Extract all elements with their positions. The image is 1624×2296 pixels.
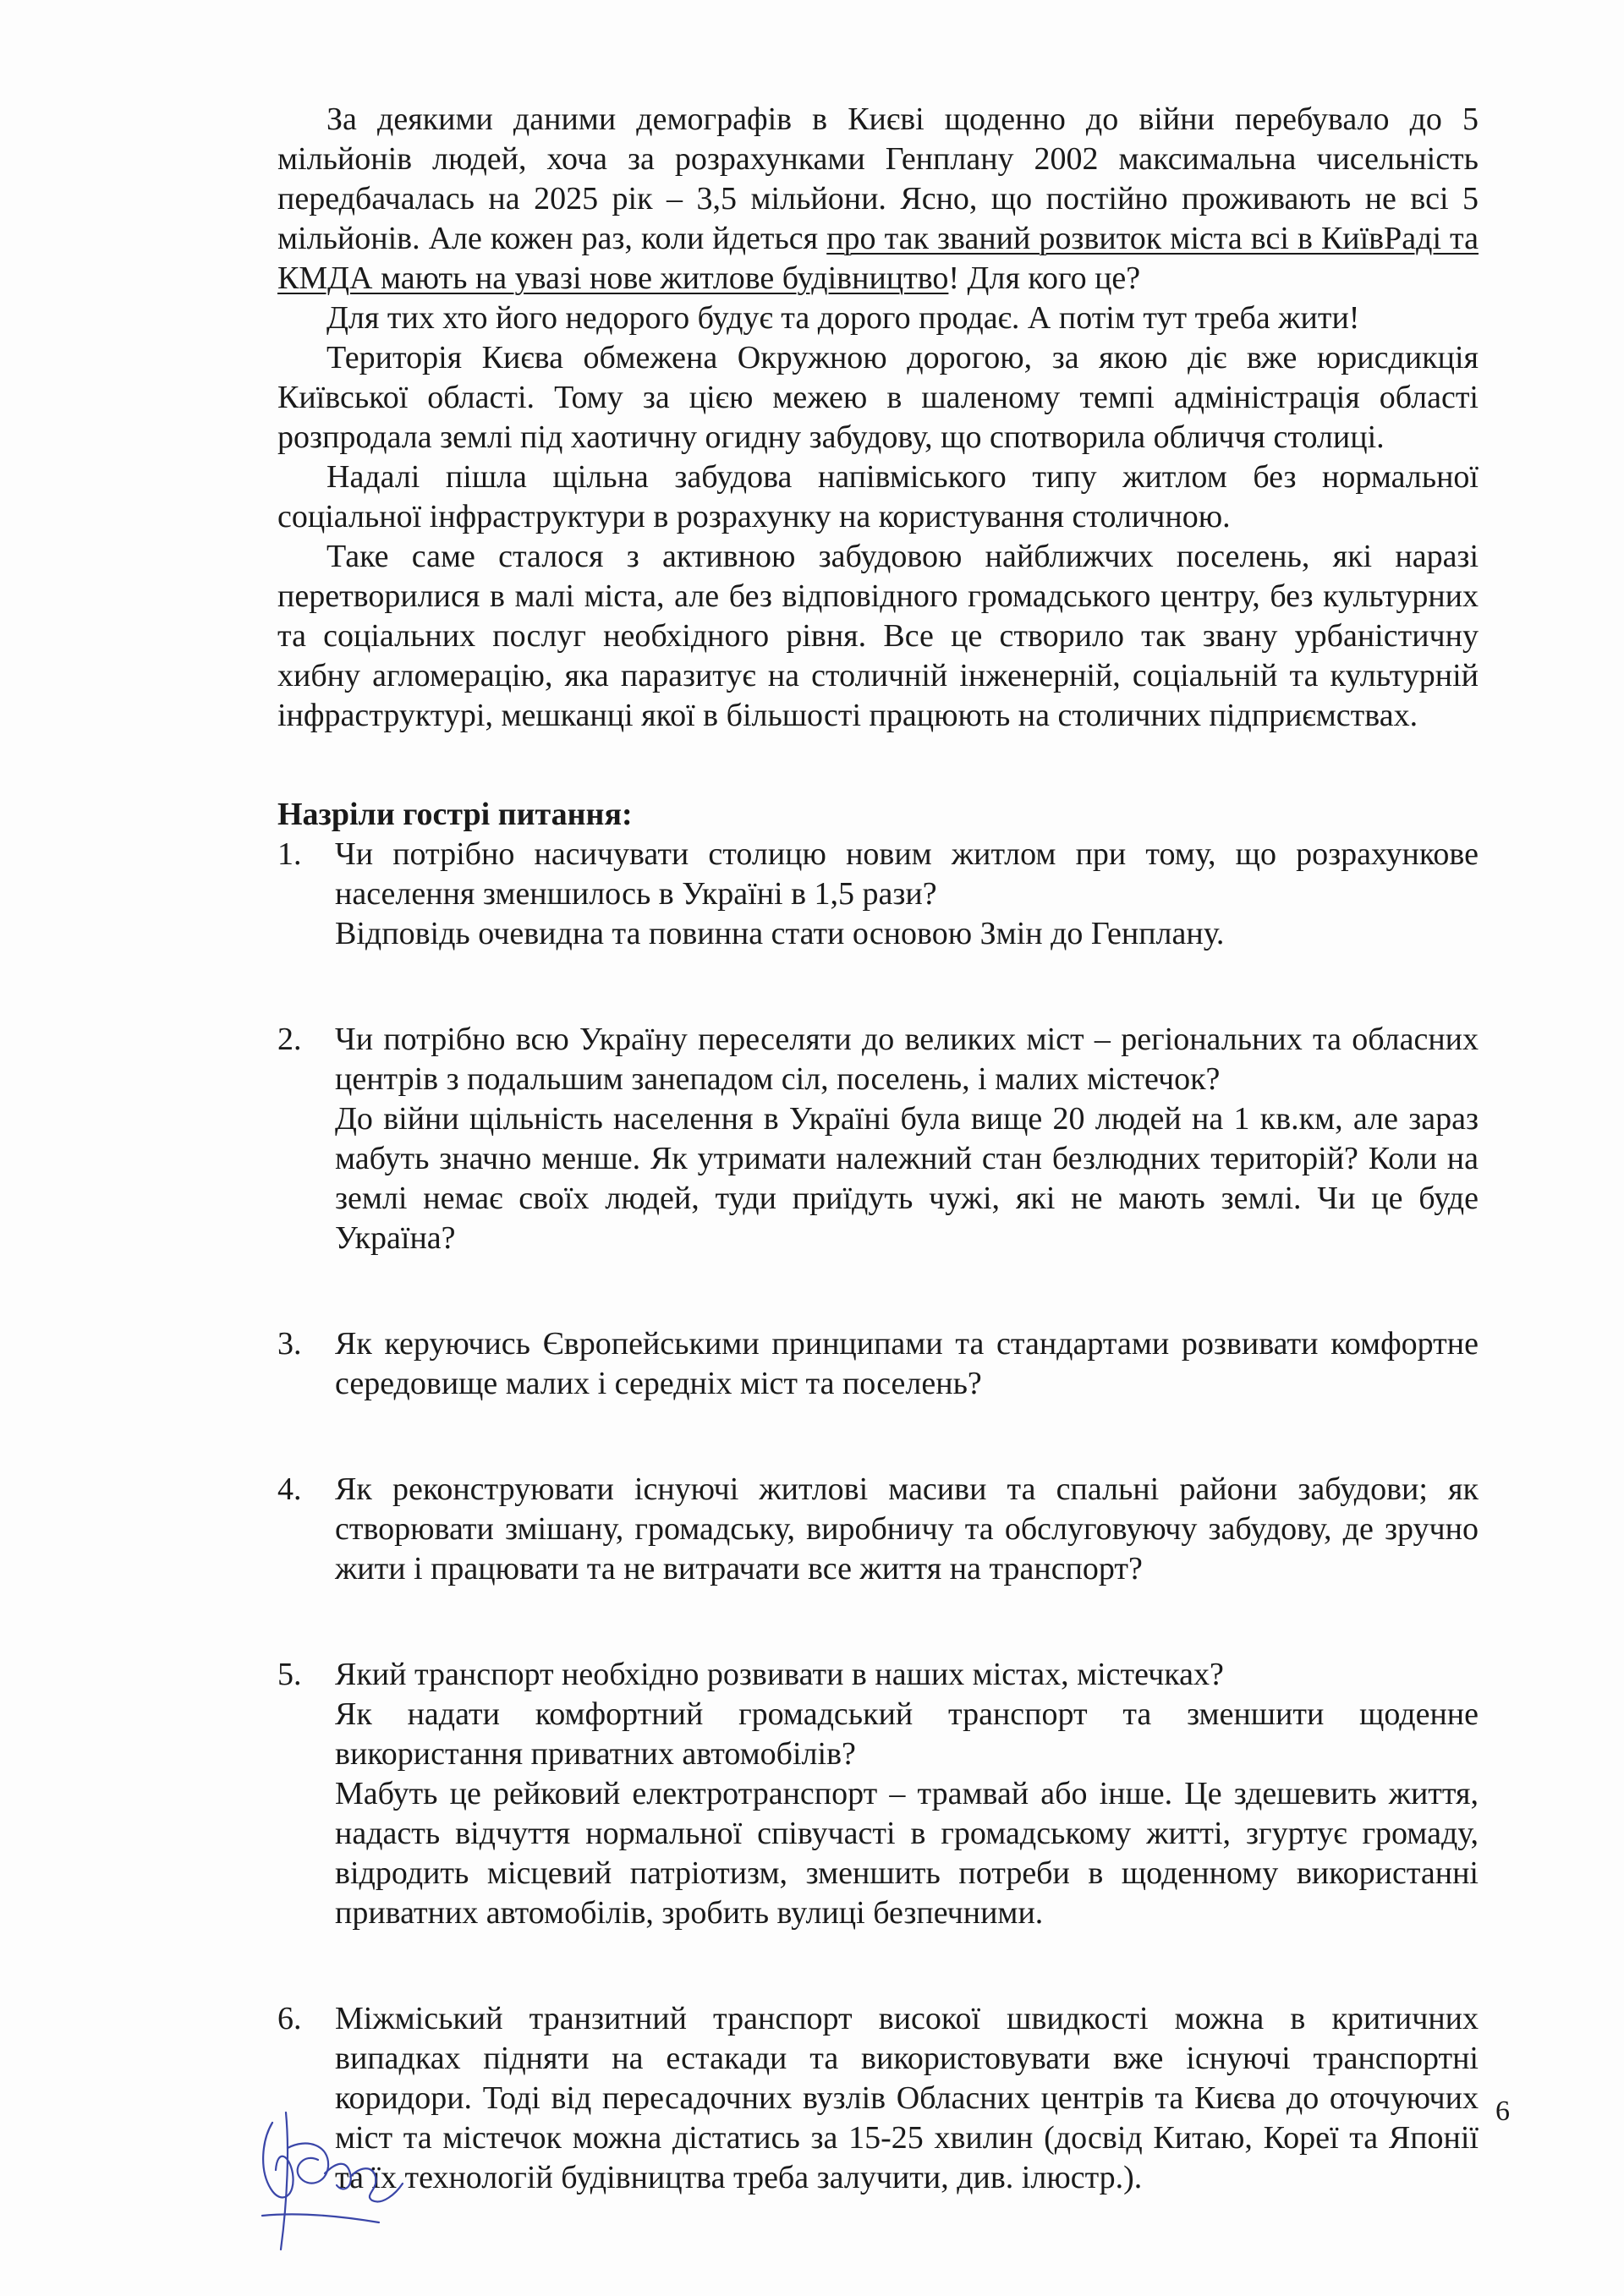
question-number: 4. <box>277 1471 302 1507</box>
intro-paragraph-5: Таке саме сталося з активною забудовою найближчих поселень, які наразі перетворилися в малі міста, але без відповідного громадського центру, без культурних та соціальних послуг необхідного рівня. Все це створило так звану урбаністичну хибну агломерацію, яка паразитує на столичній інженерній, соціальній та культурній інфраструктурі, мешканці якої в більшості працюють на столичних підприємствах. <box>277 539 1479 733</box>
section-heading: Назріли гострі питання: <box>277 797 633 832</box>
question-extra: Як надати комфортний громадський транспорт та зменшити щоденне використання приватних автомобілів? <box>335 1696 1479 1772</box>
intro-paragraph-3: Територія Києва обмежена Окружною дорогою, за якою діє вже юрисдикція Київської області. Тому за цією межею в шаленому темпі адміністрація області розпродала землі під хаотичну огидну забудову, що спотворила обличчя столиці. <box>277 340 1479 455</box>
question-number: 3. <box>277 1326 302 1362</box>
question-text: Який транспорт необхідно розвивати в наших містах, містечках? <box>335 1657 1224 1692</box>
question-text: Як реконструювати існуючі житлові масиви та спальні райони забудови; як створювати змішану, громадську, виробничу та обслуговуючу забудову, де зручно жити і працювати та не витрачати все життя на транспорт? <box>335 1471 1479 1586</box>
intro-paragraph-2: Для тих хто його недорого будує та дорого продає. А потім тут треба жити! <box>326 300 1360 336</box>
intro-p1-text-a: За деякими даними демографів в Києві щоденно до війни перебувало до 5 мільйонів людей, хоча за розрахунками Генплану 2002 максимальна чисельність передбачалась на 2025 рік – 3,5 мільйони. Ясно, що постійно проживають не всі 5 мільйонів. Але кожен раз, коли йдеться <box>277 101 1479 256</box>
question-number: 5. <box>277 1657 302 1692</box>
page-number: 6 <box>1495 2096 1510 2127</box>
question-text: Чи потрібно всю Україну переселяти до великих міст – регіональних та обласних центрів з подальшим занепадом сіл, поселень, і малих містечок? <box>335 1022 1479 1097</box>
question-text: Чи потрібно насичувати столицю новим житлом при тому, що розрахункове населення зменшилось в Україні в 1,5 рази? <box>335 836 1479 912</box>
question-item-3 <box>277 1324 1479 1404</box>
question-extra: Відповідь очевидна та повинна стати основою Змін до Генплану. <box>335 916 1225 951</box>
question-item-1 <box>277 835 1479 954</box>
document-body <box>277 100 1479 2198</box>
question-item-4 <box>277 1470 1479 1589</box>
question-extra: До війни щільність населення в Україні була вище 20 людей на 1 кв.км, але зараз мабуть значно менше. Як утримати належний стан безлюдних територій? Коли на землі немає своїх людей, туди приїдуть чужі, які не мають землі. Чи це буде Україна? <box>335 1101 1479 1256</box>
intro-paragraph-1 <box>277 100 1479 299</box>
question-item-5 <box>277 1655 1479 1933</box>
intro-p1-underlined: про так званий розвиток міста всі в КиївРаді та КМДА мають на увазі нове житлове будівництво <box>277 221 1479 296</box>
question-extra-2: Мабуть це рейковий електротранспорт – трамвай або інше. Це здешевить життя, надасть відчуття нормальної співучасті в громадському житті, згуртує громаду, відродить місцевий патріотизм, зменшить потреби в щоденному використанні приватних автомобілів, зробить вулиці безпечними. <box>335 1776 1479 1931</box>
intro-paragraph-4: Надалі пішла щільна забудова напівміського типу житлом без нормальної соціальної інфраструктури в розрахунку на користування столичною. <box>277 459 1479 534</box>
question-number: 6. <box>277 2001 302 2036</box>
handwritten-signature <box>237 2089 423 2266</box>
question-number: 1. <box>277 836 302 872</box>
questions-list <box>277 835 1479 2198</box>
question-text: Як керуючись Європейськими принципами та стандартами розвивати комфортне середовище малих і середніх міст та поселень? <box>335 1326 1479 1401</box>
intro-p1-text-b: ! Для кого це? <box>948 260 1141 296</box>
question-item-6 <box>277 1999 1479 2198</box>
question-item-2 <box>277 1020 1479 1258</box>
question-number: 2. <box>277 1022 302 1057</box>
question-text: Міжміський транзитний транспорт високої швидкості можна в критичних випадках підняти на естакади та використовувати вже існуючі транспортні коридори. Тоді від пересадочних вузлів Обласних центрів та Києва до оточуючих міст та містечок можна дістатись за 15-25 хвилин (досвід Китаю, Кореї та Японії та їх технологій будівництва треба залучити, див. ілюстр.). <box>335 2001 1479 2195</box>
